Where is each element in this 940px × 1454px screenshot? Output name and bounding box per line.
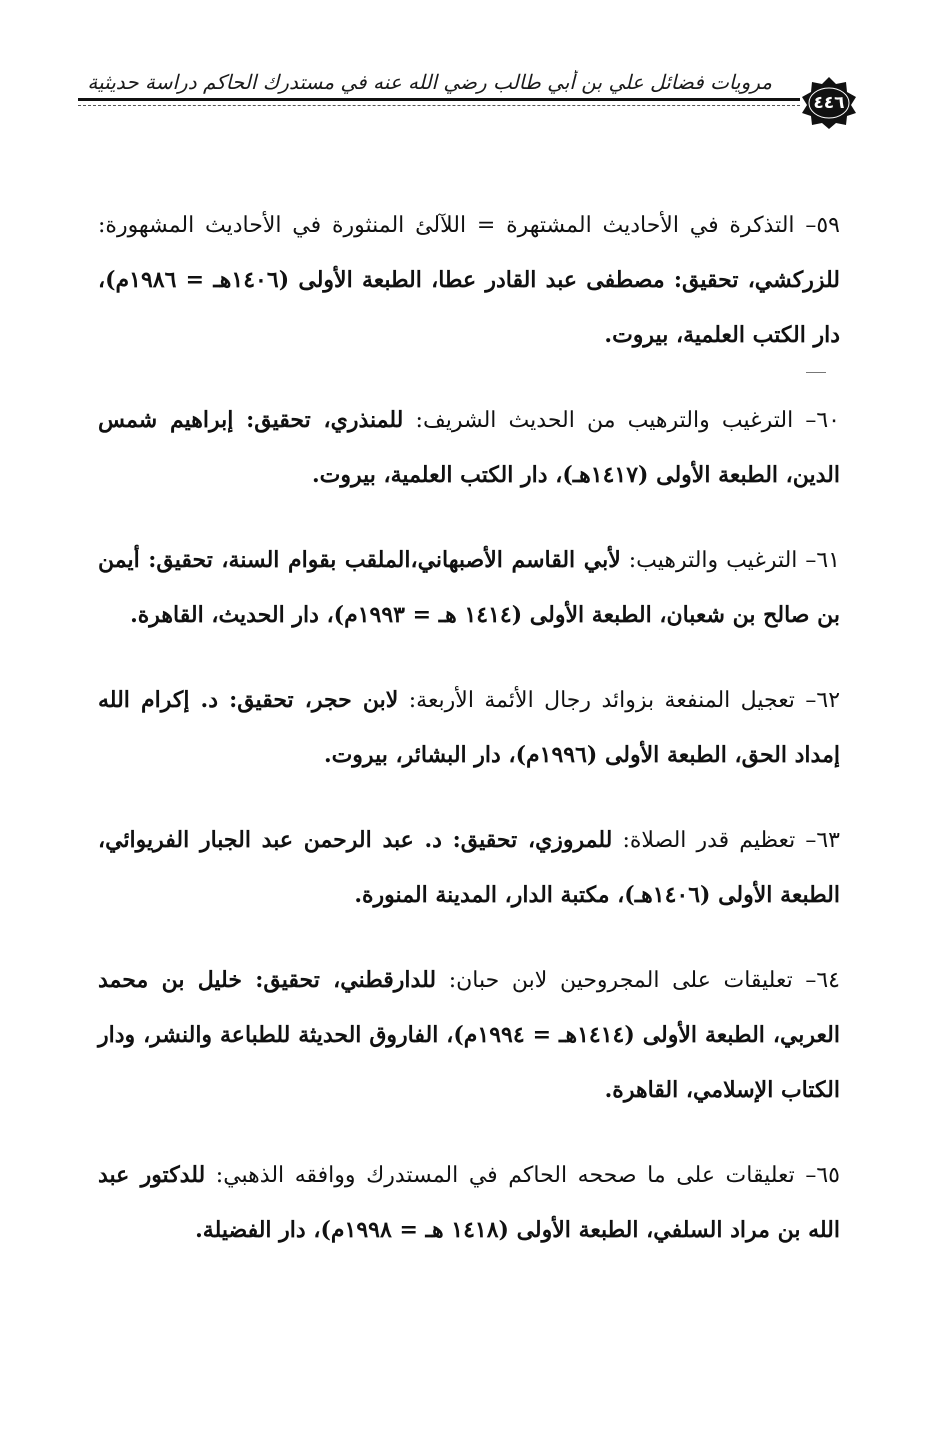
entry-number: ٦٢– [805, 688, 841, 713]
entry-title: تعظيم قدر الصلاة: [622, 828, 796, 853]
entry-number: ٦٥– [805, 1163, 840, 1188]
entry-title: التذكرة في الأحاديث المشتهرة = اللآلئ المنثورة في الأحاديث المشهورة: [98, 213, 795, 238]
bibliography-entry [98, 953, 840, 1118]
entry-details: لابن حجر، تحقيق: د. إكرام الله إمداد الحق، الطبعة الأولى (١٩٩٦م)، دار البشائر، بيروت. [98, 687, 840, 768]
entry-number: ٦٣– [805, 828, 840, 853]
entry-details: للمروزي، تحقيق: د. عبد الرحمن عبد الجبار الفريوائي، الطبعة الأولى (١٤٠٦هـ)، مكتبة الدار، المدينة المنورة. [98, 827, 840, 908]
bibliography-entry [98, 673, 840, 783]
bibliography-entry [98, 813, 840, 923]
entry-title: الترغيب والترهيب: [628, 548, 798, 573]
running-header [78, 58, 858, 134]
header-rule-dashed [78, 105, 800, 106]
bibliography-entry [98, 533, 840, 643]
bibliography-entry [98, 393, 840, 503]
entry-title: تعليقات على المجروحين لابن حبان: [448, 968, 793, 993]
entry-title: الترغيب والترهيب من الحديث الشريف: [415, 408, 794, 433]
header-rule [78, 98, 800, 101]
bibliography-entry [98, 1148, 840, 1258]
running-title: مرويات فضائل علي بن أبي طالب رضي الله عنه في مستدرك الحاكم دراسة حديثية [87, 70, 772, 94]
page-number: ٤٤٦ [813, 93, 845, 113]
entry-number: ٥٩– [805, 213, 840, 238]
entry-number: ٦٠– [805, 408, 840, 433]
entry-title: تعليقات على ما صححه الحاكم في المستدرك ووافقه الذهبي: [215, 1163, 795, 1188]
page-number-badge [800, 76, 858, 130]
entry-details: للزركشي، تحقيق: مصطفى عبد القادر عطا، الطبعة الأولى (١٤٠٦هـ = ١٩٨٦م)، دار الكتب العلمية، بيروت. [98, 267, 840, 348]
bibliography-entry [98, 198, 840, 363]
entry-details: للدارقطني، تحقيق: خليل بن محمد العربي، الطبعة الأولى (١٤١٤هـ = ١٩٩٤م)، الفاروق الحديثة للطباعة والنشر، ودار الكتاب الإسلامي، القاهرة. [98, 967, 840, 1103]
entry-number: ٦٤– [805, 968, 840, 993]
entry-details: للدكتور عبد الله بن مراد السلفي، الطبعة الأولى (١٤١٨ هـ = ١٩٩٨م)، دار الفضيلة. [98, 1162, 840, 1243]
entry-title: تعجيل المنفعة بزوائد رجال الأئمة الأربعة: [408, 688, 795, 713]
entry-details: للمنذري، تحقيق: إبراهيم شمس الدين، الطبعة الأولى (١٤١٧هـ)، دار الكتب العلمية، بيروت. [98, 407, 840, 488]
entry-details: لأبي القاسم الأصبهاني،الملقب بقوام السنة، تحقيق: أيمن بن صالح بن شعبان، الطبعة الأولى (١٤١٤ هـ = ١٩٩٣م)، دار الحديث، القاهرة. [98, 547, 840, 628]
entry-number: ٦١– [805, 548, 840, 573]
bibliography-list [98, 198, 840, 1288]
